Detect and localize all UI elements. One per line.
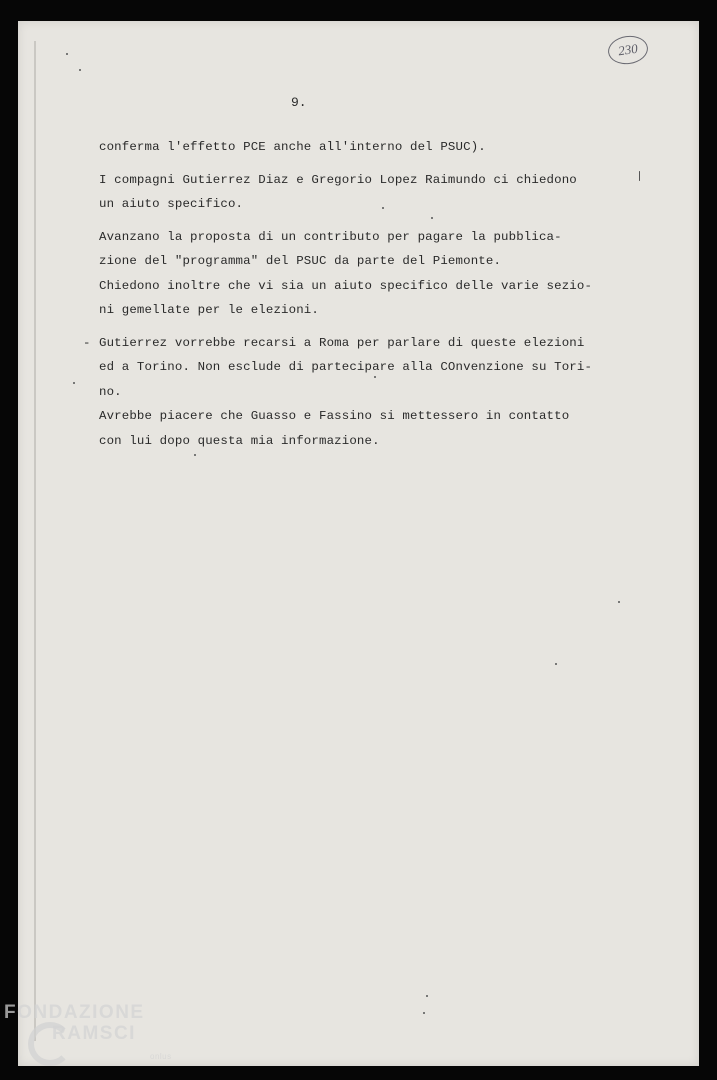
text-line-content: Chiedono inoltre che vi sia un aiuto specifico delle varie sezio- [99, 278, 593, 293]
text-line [99, 298, 659, 323]
text-line-content: conferma l'effetto PCE anche all'interno del PSUC). [99, 140, 486, 154]
text-line [99, 225, 659, 250]
paragraph-gap [99, 160, 659, 168]
document-page [18, 21, 699, 1066]
watermark-line3: onlus [150, 1052, 172, 1061]
text-line [99, 192, 659, 217]
text-line-content: Avrebbe piacere che Guasso e Fassino si mettessero in contatto [99, 409, 570, 423]
paper-speck [79, 69, 81, 71]
page-number: 9. [291, 95, 307, 110]
paper-speck [431, 217, 433, 219]
paper-speck [555, 663, 557, 665]
text-line [83, 331, 659, 356]
text-line-content: no. [99, 384, 122, 399]
text-line-content: Gutierrez vorrebbe recarsi a Roma per parlare di queste elezioni [99, 335, 585, 350]
paper-speck [194, 454, 196, 456]
fondazione-gramsci-watermark [4, 1002, 179, 1074]
text-line-content: zione del "programma" del PSUC da parte del Piemonte. [99, 254, 502, 268]
paragraph-gap [99, 217, 659, 225]
watermark-line1: FONDAZIONE [4, 1002, 145, 1023]
paper-crease [34, 41, 36, 1041]
document-body [83, 135, 659, 453]
text-line [99, 249, 659, 274]
paper-speck [382, 207, 384, 209]
text-line [99, 355, 659, 380]
text-line-content: ed a Torino. Non esclude di partecipare alla COnvenzione su Tori- [99, 360, 593, 374]
text-line [99, 135, 659, 160]
text-line [99, 404, 659, 429]
text-line-content: ni gemellate per le elezioni. [99, 303, 319, 317]
text-line-content: un aiuto specifico. [99, 197, 244, 211]
archive-number-stamp: 230 [606, 33, 650, 66]
paper-speck [639, 171, 640, 181]
bullet-dash: - [83, 335, 91, 350]
paper-speck [426, 995, 428, 997]
paper-speck [423, 1012, 425, 1014]
paper-speck [618, 601, 620, 603]
watermark-line2: RAMSCI [52, 1023, 136, 1044]
text-line [99, 168, 659, 193]
text-line [99, 274, 659, 299]
text-line [99, 429, 659, 454]
paper-speck [66, 53, 68, 55]
text-line-content: I compagni Gutierrez Diaz e Gregorio Lopez Raimundo ci chiedono [99, 172, 577, 187]
paper-speck [374, 376, 376, 378]
paper-speck [73, 382, 75, 384]
text-line-content: Avanzano la proposta di un contributo per pagare la pubblica- [99, 229, 562, 244]
text-line [99, 380, 659, 405]
text-line-content: con lui dopo questa mia informazione. [99, 433, 380, 448]
paragraph-gap [99, 323, 659, 331]
